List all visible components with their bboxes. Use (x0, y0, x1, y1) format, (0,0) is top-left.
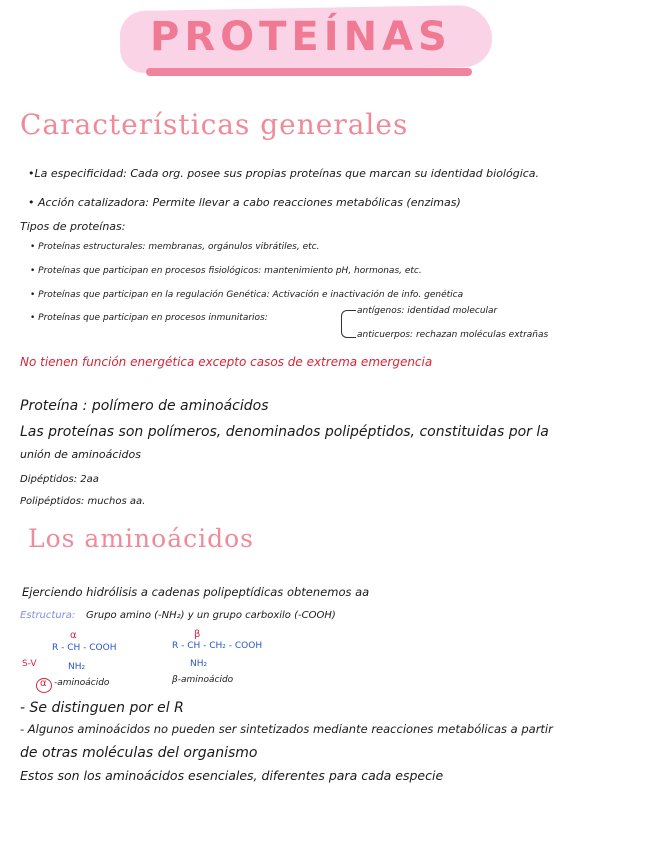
structure-text: Grupo amino (-NH₂) y un grupo carboxilo (-COOH) (86, 610, 336, 621)
beta-formula: R - CH - CH₂ - COOH (172, 641, 263, 651)
red-note-energy: No tienen función energética excepto casos de extrema emergencia (20, 355, 433, 369)
type-immune: • Proteínas que participan en procesos inmunitarios: (30, 313, 268, 323)
type-physiological: • Proteínas que participan en procesos fisiológicos: mantenimiento pH, hormonas, etc. (30, 266, 422, 276)
title-underline (146, 68, 472, 76)
def-polypeptides: Polipéptidos: muchos aa. (20, 496, 146, 507)
definition-protein: Proteína : polímero de aminoácidos (20, 398, 269, 414)
type-genetic: • Proteínas que participan en la regulación Genética: Activación e inactivación de info. genética (30, 290, 464, 300)
section-heading-general: Características generales (20, 108, 409, 141)
def-dipeptides: Dipéptidos: 2aa (20, 474, 99, 485)
line-essential: Estos son los aminoácidos esenciales, diferentes para cada especie (20, 768, 444, 783)
immune-brace (341, 310, 356, 338)
section-heading-aminoacids: Los aminoácidos (28, 524, 254, 553)
alpha-nh2: NH₂ (68, 662, 86, 672)
hydrolysis-line: Ejerciendo hidrólisis a cadenas polipeptídicas obtenemos aa (22, 585, 370, 599)
bullet-specificity: •La especificidad: Cada org. posee sus propias proteínas que marcan su identidad biológica. (28, 167, 540, 180)
beta-nh2: NH₂ (190, 659, 208, 669)
alpha-circle-greek: α (40, 678, 47, 689)
beta-caption: β-aminoácido (172, 675, 234, 685)
alpha-caption: -aminoácido (54, 678, 110, 688)
definition-polymers: Las proteínas son polímeros, denominados polipéptidos, constituidas por la (20, 424, 549, 440)
page-title: PROTEÍNAS (150, 14, 452, 60)
structure-label: Estructura: (20, 610, 76, 621)
types-heading: Tipos de proteínas: (20, 220, 126, 233)
immune-antibodies: anticuerpos: rechazan moléculas extrañas (357, 330, 549, 340)
bullet-catalytic: • Acción catalizadora: Permite llevar a cabo reacciones metabólicas (enzimas) (28, 196, 461, 209)
line-some-aminoacids: - Algunos aminoácidos no pueden ser sintetizados mediante reacciones metabólicas a partir (20, 722, 553, 736)
beta-greek: β (194, 629, 201, 640)
alpha-sv: S-V (22, 659, 37, 669)
type-structural: • Proteínas estructurales: membranas, orgánulos vibrátiles, etc. (30, 242, 320, 252)
line-other-molecules: de otras moléculas del organismo (20, 745, 258, 761)
definition-union: unión de aminoácidos (20, 448, 141, 461)
alpha-formula: R - CH - COOH (52, 643, 117, 653)
line-distinguished: - Se distinguen por el R (20, 700, 184, 716)
immune-antigens: antígenos: identidad molecular (357, 306, 498, 316)
alpha-greek: α (70, 630, 77, 641)
